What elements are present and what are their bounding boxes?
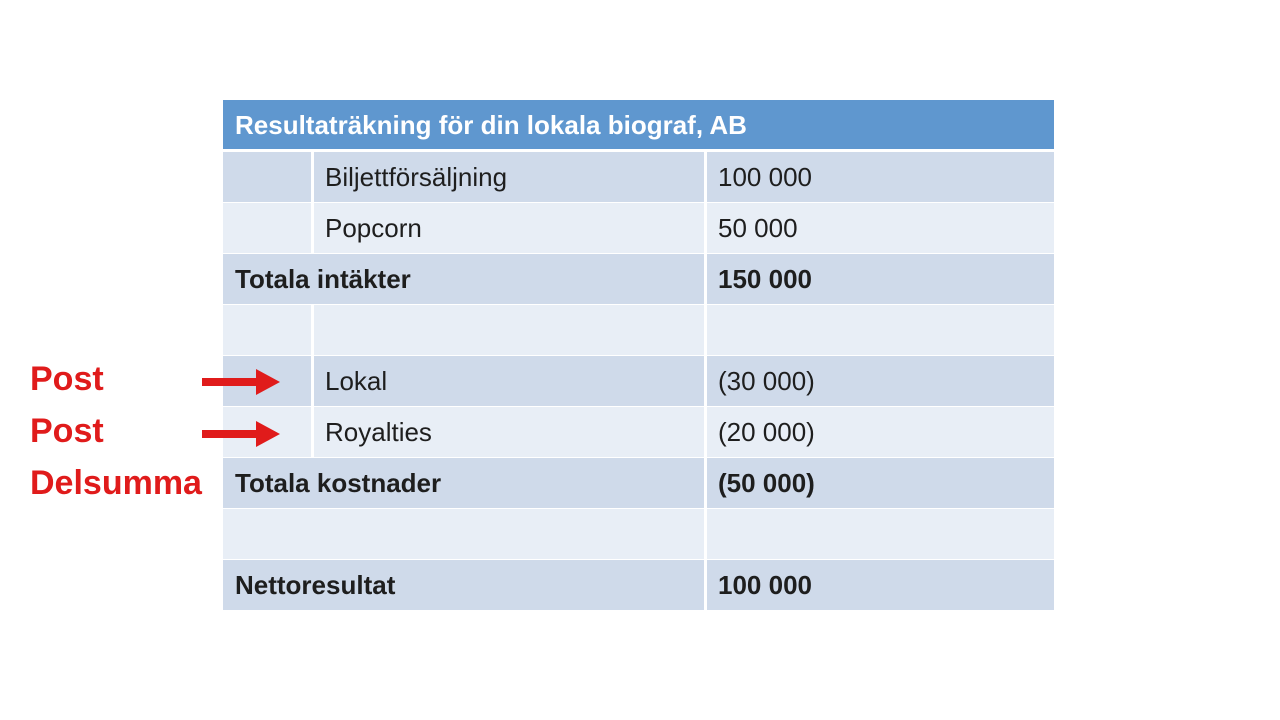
table-row-popcorn (223, 203, 1054, 253)
table-row-premises (223, 356, 1054, 406)
table-row-total-costs (223, 458, 1054, 508)
row-item: Royalties (325, 417, 432, 447)
table-header (223, 100, 1054, 149)
annotation-subtotal-label: Delsumma (30, 464, 202, 502)
row-label: Nettoresultat (235, 570, 396, 600)
table-row-empty (223, 305, 1054, 355)
table-row-net-result (223, 560, 1054, 610)
table-row-total-revenue (223, 254, 1054, 304)
annotation-post-label: Post (30, 360, 104, 398)
row-value: (20 000) (718, 417, 815, 447)
row-value (707, 509, 1054, 559)
row-label: Totala intäkter (235, 264, 411, 294)
row-item: Lokal (325, 366, 388, 396)
table-row-royalties (223, 407, 1054, 457)
row-label (223, 509, 704, 559)
annotation-post-label: Post (30, 412, 104, 450)
row-value (707, 305, 1054, 355)
row-value: 150 000 (718, 264, 812, 294)
row-empty-cell (223, 152, 311, 202)
red-arrow-icon (202, 420, 280, 448)
row-value: (50 000) (718, 468, 815, 498)
row-item (314, 305, 704, 355)
row-value: 100 000 (718, 162, 812, 192)
row-empty-cell (223, 203, 311, 253)
row-item: Biljettförsäljning (325, 162, 508, 192)
red-arrow-icon (202, 368, 280, 396)
row-value: 100 000 (718, 570, 812, 600)
row-item: Popcorn (325, 213, 422, 243)
row-empty-cell (223, 305, 311, 355)
row-value: 50 000 (718, 213, 798, 243)
table-title: Resultaträkning för din lokala biograf, AB (235, 110, 747, 140)
table-row-empty (223, 509, 1054, 559)
row-value: (30 000) (718, 366, 815, 396)
row-label: Totala kostnader (235, 468, 442, 498)
table-row-ticket-sales (223, 152, 1054, 202)
